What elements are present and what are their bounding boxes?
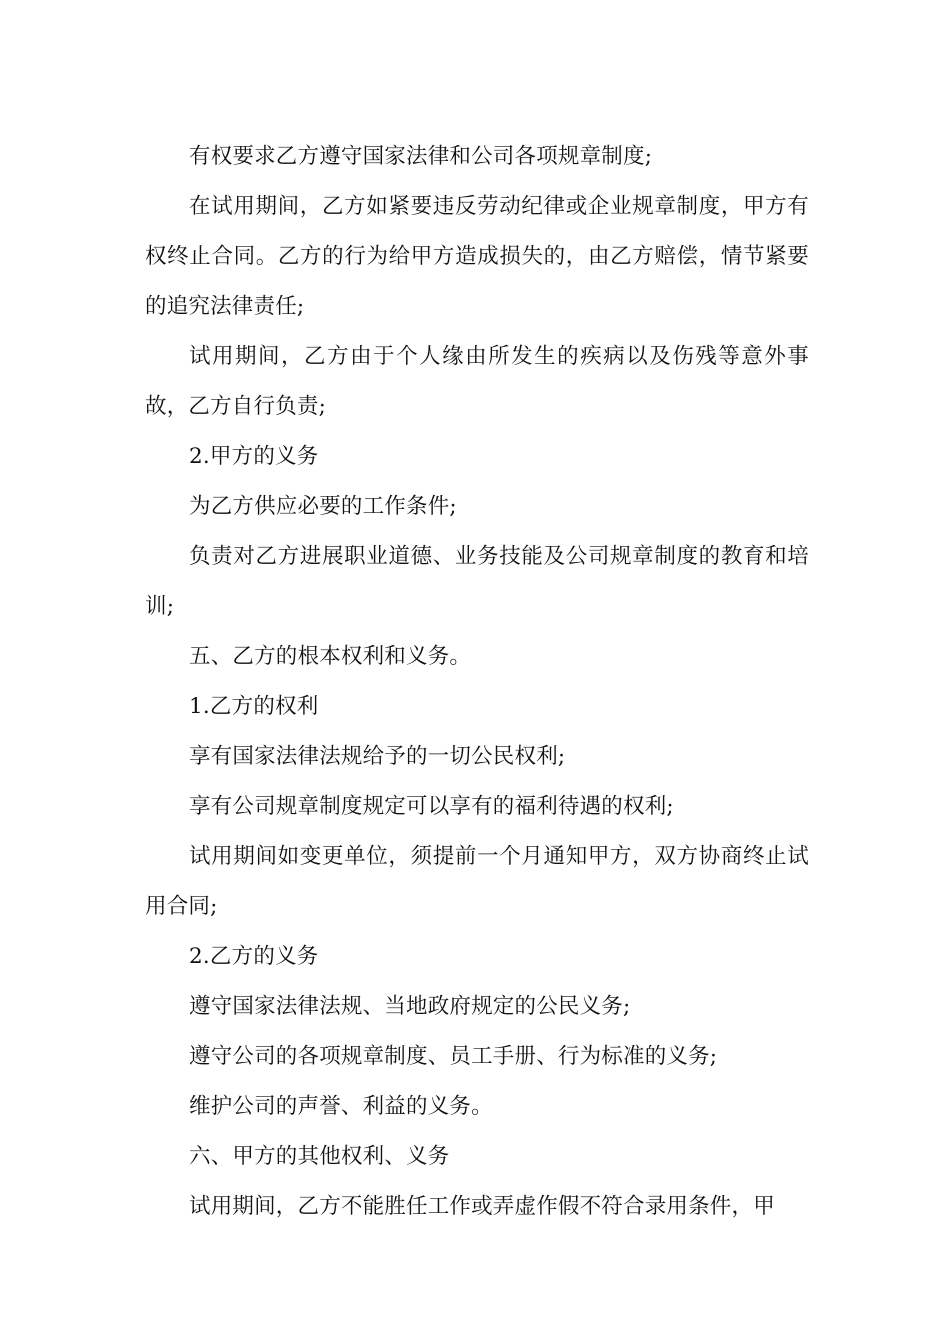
section-heading: 五、乙方的根本权利和义务。: [189, 644, 472, 669]
paragraph: 试用期间，乙方不能胜任工作或弄虚作假不符合录用条件，甲: [189, 1194, 775, 1219]
paragraph: 在试用期间，乙方如紧要违反劳动纪律或企业规章制度，甲方有权终止合同。乙方的行为给甲方造成损失的，由乙方赔偿，情节紧要的追究法律责任;: [145, 194, 809, 319]
paragraph: 试用期间如变更单位，须提前一个月通知甲方，双方协商终止试用合同;: [145, 844, 809, 919]
paragraph: 为乙方供应必要的工作条件;: [189, 494, 457, 519]
section-heading: 六、甲方的其他权利、义务: [189, 1144, 450, 1169]
paragraph: 享有国家法律法规给予的一切公民权利;: [189, 744, 566, 769]
paragraph: 试用期间，乙方由于个人缘由所发生的疾病以及伤残等意外事故，乙方自行负责;: [145, 344, 809, 419]
section-heading: 2.甲方的义务: [189, 444, 319, 469]
section-heading: 2.乙方的义务: [189, 944, 319, 969]
section-heading: 1.乙方的权利: [189, 694, 319, 719]
paragraph: 遵守国家法律法规、当地政府规定的公民义务;: [189, 994, 631, 1019]
paragraph: 维护公司的声誉、利益的义务。: [189, 1094, 493, 1119]
paragraph: 负责对乙方进展职业道德、业务技能及公司规章制度的教育和培训;: [145, 544, 809, 619]
paragraph: 遵守公司的各项规章制度、员工手册、行为标准的义务;: [189, 1044, 718, 1069]
paragraph: 有权要求乙方遵守国家法律和公司各项规章制度;: [189, 144, 653, 169]
document-body: [145, 132, 809, 1232]
paragraph: 享有公司规章制度规定可以享有的福利待遇的权利;: [189, 794, 674, 819]
